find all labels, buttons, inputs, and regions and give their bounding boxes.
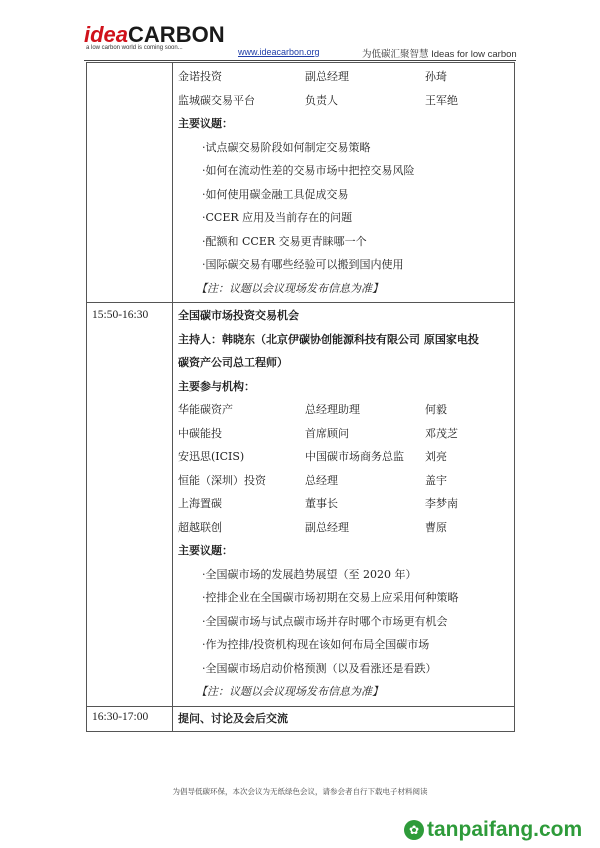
topic-item: ·全国碳市场的发展趋势展望（至 2020 年）: [202, 567, 417, 581]
session-host-line: 主持人：韩晓东（北京伊碳协创能源科技有限公司 原国家电投: [178, 332, 479, 346]
person-name: 盖宇: [425, 473, 447, 487]
org-name: 金诺投资: [178, 70, 222, 83]
topic-item: ·试点碳交易阶段如何制定交易策略: [202, 140, 371, 154]
person-title: 副总经理: [305, 520, 349, 534]
person-title: 总经理: [305, 473, 338, 487]
logo-idea-text: idea: [84, 22, 129, 47]
logo-carbon-text: CARBON: [128, 22, 225, 47]
person-title: 负责人: [305, 93, 338, 107]
person-row: [178, 65, 514, 89]
org-name: 安迅思(ICIS): [178, 450, 245, 463]
content-cell-session1: [173, 63, 515, 303]
page-header: [0, 0, 600, 62]
time-cell: 15:50-16:30: [87, 303, 173, 707]
topics-note: 【注：议题以会议现场发布信息为准】: [196, 281, 383, 295]
session-title: 全国碳市场投资交易机会: [178, 309, 299, 322]
topics-note: 【注：议题以会议现场发布信息为准】: [196, 685, 383, 698]
person-row: [178, 398, 514, 422]
watermark-text: tanpaifang.com: [427, 818, 583, 841]
leaf-icon: ✿: [404, 820, 424, 840]
person-row: [178, 469, 514, 493]
topic-item: ·全国碳市场与试点碳市场并存时哪个市场更有机会: [202, 614, 448, 628]
person-title: 首席顾问: [305, 426, 349, 440]
person-row: [178, 422, 514, 446]
footer-note: 为倡导低碳环保，本次会议为无纸绿色会议，请参会者自行下载电子材料阅读: [172, 787, 428, 796]
person-name: 孙琦: [425, 70, 447, 83]
topic-item: ·控排企业在全国碳市场初期在交易上应采用何种策略: [202, 591, 459, 604]
topic-item: ·配额和 CCER 交易更青睐哪一个: [202, 234, 367, 248]
tanpaifang-watermark: [404, 818, 582, 842]
topic-item: ·国际碳交易有哪些经验可以搬到国内使用: [202, 258, 404, 271]
org-name: 中碳能投: [178, 426, 222, 440]
content-cell-session3: [173, 706, 515, 731]
topic-item: ·如何在流动性差的交易市场中把控交易风险: [202, 164, 415, 177]
ideacarbon-logo[interactable]: [84, 24, 225, 51]
person-row: [178, 445, 514, 469]
topics-heading: 主要议题：: [178, 117, 233, 130]
agenda-row-session3: [87, 706, 515, 731]
person-name: 王军绝: [425, 93, 458, 107]
person-title: 总经理助理: [305, 403, 360, 416]
person-name: 刘亮: [425, 450, 447, 463]
topic-item: ·如何使用碳金融工具促成交易: [202, 187, 349, 201]
content-cell-session2: [173, 303, 515, 707]
person-title: 副总经理: [305, 70, 349, 83]
org-name: 上海置碳: [178, 497, 222, 510]
site-url-link[interactable]: www.ideacarbon.org: [238, 47, 320, 57]
org-name: 监城碳交易平台: [178, 93, 255, 107]
person-title: 中国碳市场商务总监: [305, 450, 404, 463]
logo-tagline: a low carbon world is coming soon...: [86, 45, 183, 51]
org-name: 恒能（深圳）投资: [178, 473, 266, 487]
person-title: 董事长: [305, 497, 338, 510]
agenda-row-session1: [87, 63, 515, 303]
participants-heading: 主要参与机构：: [178, 379, 255, 393]
agenda-table: [86, 62, 515, 732]
person-name: 何毅: [425, 403, 447, 416]
person-name: 邓茂芝: [425, 426, 458, 440]
topics-heading: 主要议题：: [178, 544, 233, 557]
topic-item: ·CCER 应用及当前存在的问题: [202, 211, 353, 224]
topic-item: ·全国碳市场启动价格预测（以及看涨还是看跌）: [202, 661, 437, 675]
person-name: 李梦南: [425, 497, 458, 510]
person-row: [178, 516, 514, 540]
header-divider: [84, 60, 516, 61]
person-name: 曹原: [425, 520, 447, 534]
person-row: [178, 89, 514, 113]
org-name: 超越联创: [178, 520, 222, 534]
topic-item: ·作为控排/投资机构现在该如何布局全国碳市场: [202, 638, 430, 651]
org-name: 华能碳资产: [178, 403, 233, 416]
time-cell-empty: [87, 63, 173, 303]
session-title: 提问、讨论及会后交流: [178, 711, 288, 725]
person-row: [178, 492, 514, 516]
agenda-row-session2: [87, 303, 515, 707]
site-slogan: 为低碳汇聚智慧 Ideas for low carbon: [362, 49, 517, 60]
time-cell: 16:30-17:00: [87, 706, 173, 731]
session-host-line: 碳资产公司总工程师）: [178, 356, 288, 369]
